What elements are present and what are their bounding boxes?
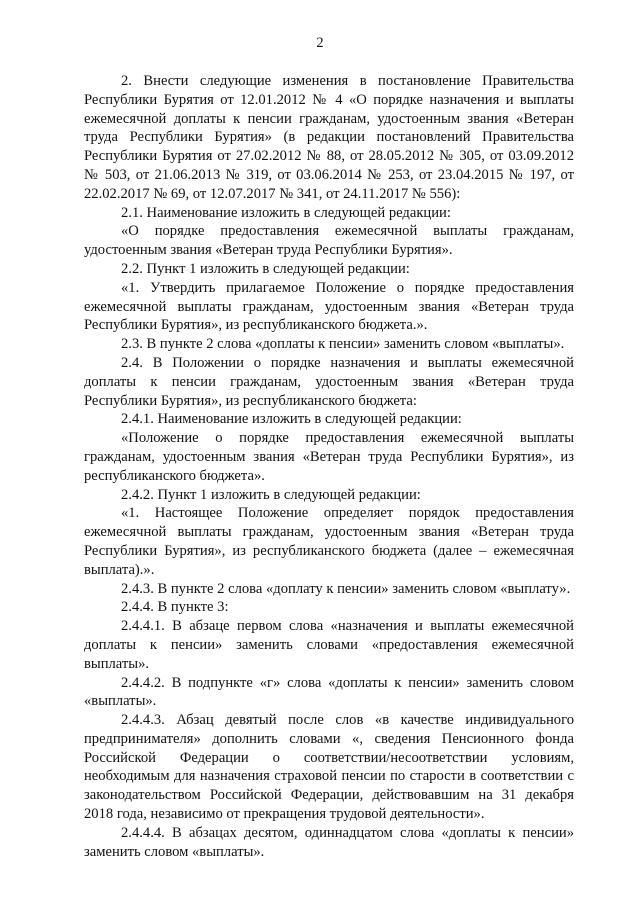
paragraph-2-4-2: 2.4.2. Пункт 1 изложить в следующей редакции:	[121, 486, 421, 503]
page-number: 2	[316, 35, 324, 51]
paragraph-2-4-4: 2.4.4. В пункте 3:	[121, 599, 229, 616]
paragraph-2-4-4-4: 2.4.4.4. В абзацах десятом, одиннадцатом слова «доплаты к пенсии» заменить словом «выплаты».	[84, 824, 574, 860]
paragraph-2-4-3: 2.4.3. В пункте 2 слова «доплату к пенсии» заменить словом «выплату».	[121, 580, 571, 597]
paragraph-2-4-1-text: «Положение о порядке предоставления ежемесячной выплаты гражданам, удостоенным звания «Ветеран труда Республики Бурятия», из республиканского бюджета».	[84, 430, 574, 484]
paragraph-2-1: 2.1. Наименование изложить в следующей редакции:	[121, 204, 451, 221]
paragraph-2-4-4-2: 2.4.4.2. В подпункте «г» слова «доплаты к пенсии» заменить словом «выплаты».	[84, 674, 574, 710]
paragraph-2-4-2-text: «1. Настоящее Положение определяет порядок предоставления ежемесячной выплаты гражданам, удостоенным звания «Ветеран труда Республики Бурятия», из республиканского бюджета (далее – ежемесячная выплата).».	[84, 505, 574, 578]
paragraph-2-2: 2.2. Пункт 1 изложить в следующей редакции:	[121, 260, 410, 277]
paragraph-2-3: 2.3. В пункте 2 слова «доплаты к пенсии» заменить словом «выплаты».	[121, 336, 565, 353]
paragraph-2-2-text: «1. Утвердить прилагаемое Положение о порядке предоставления ежемесячной выплаты гражданам, удостоенным звания «Ветеран труда Республики Бурятия», из республиканского бюджета.».	[84, 279, 574, 334]
paragraph-2: 2. Внести следующие изменения в постановление Правительства Республики Бурятия от 12.01.2012 № 4 «О порядке назначения и выплаты ежемесячной доплаты к пенсии гражданам, удостоенным звания «Ветеран труда Республики Бурятия» (в редакции постановлений Правительства Республики Бурятия от 27.02.2012 № 88, от 28.05.2012 № 305, от 03.09.2012 № 503, от 21.06.2013 № 319, от 03.06.2014 № 253, от 23.04.2015 № 197, от 22.02.2017 № 69, от 12.07.2017 № 341, от 24.11.2017 № 556):	[84, 73, 574, 202]
document-body	[84, 72, 574, 861]
paragraph-2-4: 2.4. В Положении о порядке назначения и выплаты ежемесячной доплаты к пенсии гражданам, удостоенным звания «Ветеран труда Республики Бурятия», из республиканского бюджета:	[84, 354, 574, 409]
paragraph-2-1-text: «О порядке предоставления ежемесячной выплаты гражданам, удостоенным звания «Ветеран труда Республики Бурятия».	[84, 223, 574, 259]
paragraph-2-4-4-3: 2.4.4.3. Абзац девятый после слов «в качестве индивидуального предпринимателя» дополнить словами «, сведения Пенсионного фонда Российской Федерации о соответствии/несоответствии условиям, необходимым для назначения страховой пенсии по старости в соответствии с законодательством Российской Федерации, действовавшим на 31 декабря 2018 года, независимо от прекращения трудовой деятельности».	[84, 712, 574, 823]
paragraph-2-4-4-1: 2.4.4.1. В абзаце первом слова «назначения и выплаты ежемесячной доплаты к пенсии» заменить словами «предоставления ежемесячной выплаты».	[84, 618, 574, 672]
paragraph-2-4-1: 2.4.1. Наименование изложить в следующей редакции:	[121, 411, 462, 428]
